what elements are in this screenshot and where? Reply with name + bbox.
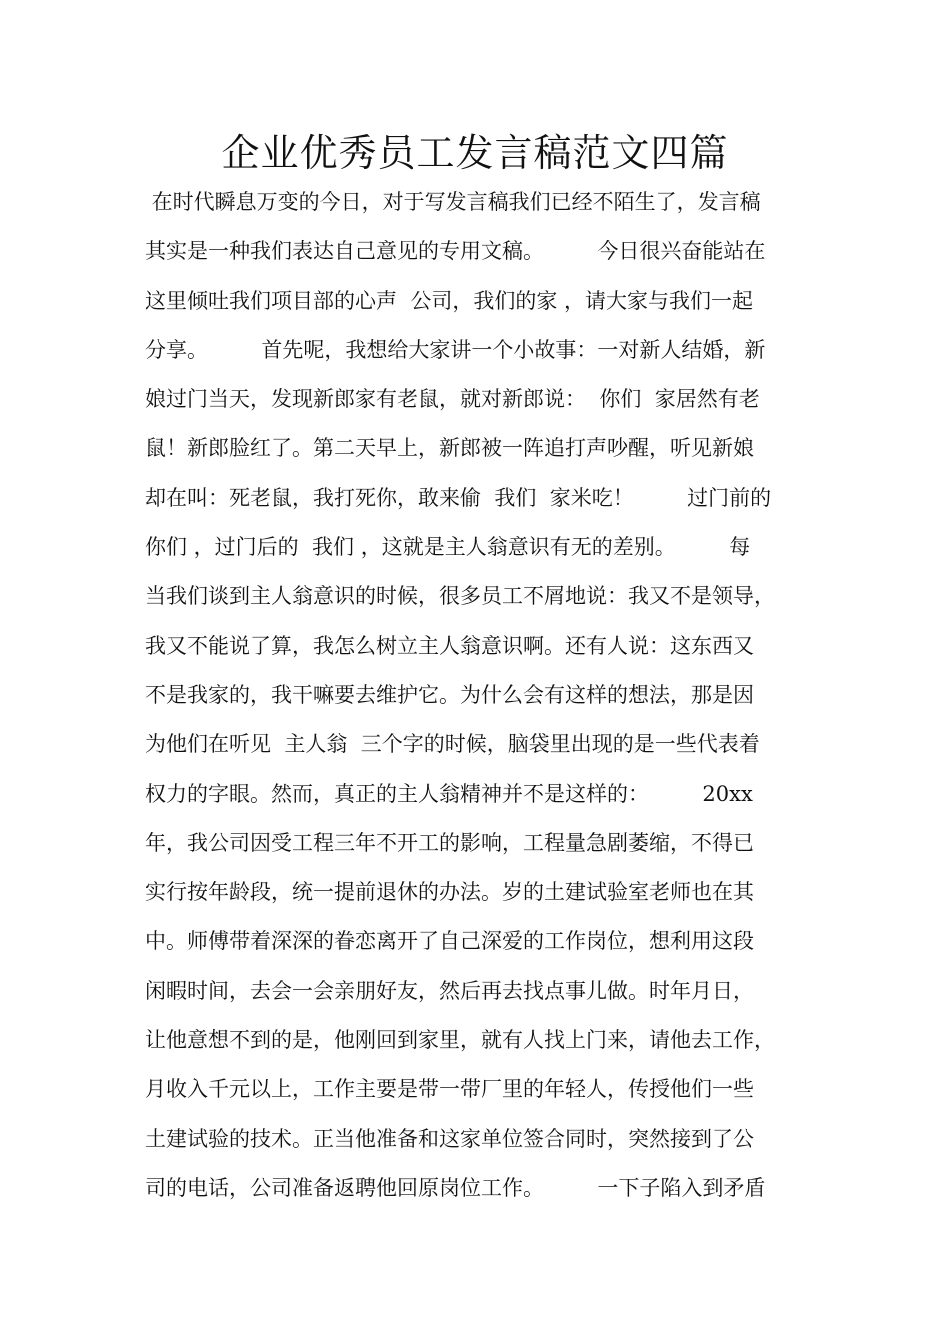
body-line: 中。师傅带着深深的眷恋离开了自己深爱的工作岗位，想利用这段 <box>145 929 754 954</box>
body-line: 土建试验的技术。正当他准备和这家单位签合同时，突然接到了公 <box>145 1126 754 1151</box>
body-line: 当我们谈到主人翁意识的时候，很多员工不屑地说：我又不是领导， <box>145 584 775 609</box>
body-line: 权力的字眼。然而，真正的主人翁精神并不是这样的： 20xx <box>145 781 753 806</box>
body-line: 实行按年龄段，统一提前退休的办法。岁的土建试验室老师也在其 <box>145 880 754 905</box>
body-line: 年，我公司因受工程三年不开工的影响，工程量急剧萎缩，不得已 <box>145 830 754 855</box>
body-line: 却在叫：死老鼠，我打死你，敢来偷 我们 家米吃！ 过门前的 <box>145 485 772 510</box>
body-line: 让他意想不到的是，他刚回到家里，就有人找上门来，请他去工作， <box>145 1028 775 1053</box>
body-line: 这里倾吐我们项目部的心声 公司，我们的家 ，请大家与我们一起 <box>145 288 754 313</box>
body-line: 分享。 首先呢，我想给大家讲一个小故事：一对新人结婚，新 <box>145 337 766 362</box>
body-line: 闲暇时间，去会一会亲朋好友，然后再去找点事儿做。时年月日， <box>145 978 754 1003</box>
body-line: 娘过门当天，发现新郎家有老鼠，就对新郎说： 你们 家居然有老 <box>145 387 760 412</box>
document-title: 企业优秀员工发言稿范文四篇 <box>221 131 729 175</box>
body-line: 不是我家的，我干嘛要去维护它。为什么会有这样的想法，那是因 <box>145 682 754 707</box>
body-line: 我又不能说了算，我怎么树立主人翁意识啊。还有人说：这东西又 <box>145 633 754 658</box>
body-line: 鼠！新郎脸红了。第二天早上，新郎被一阵追打声吵醒，听见新娘 <box>145 436 754 461</box>
document-body <box>145 178 825 1213</box>
body-line: 其实是一种我们表达自己意见的专用文稿。 今日很兴奋能站在 <box>145 239 766 264</box>
body-line: 你们 ，过门后的 我们 ，这就是主人翁意识有无的差别。 每 <box>145 535 751 560</box>
body-line: 为他们在听见 主人翁 三个字的时候，脑袋里出现的是一些代表着 <box>145 732 760 757</box>
body-line: 司的电话，公司准备返聘他回原岗位工作。 一下子陷入到矛盾 <box>145 1175 766 1200</box>
body-line: 月收入千元以上，工作主要是带一带厂里的年轻人，传授他们一些 <box>145 1077 754 1102</box>
body-line: 在时代瞬息万变的今日，对于写发言稿我们已经不陌生了，发言稿 <box>145 190 761 214</box>
